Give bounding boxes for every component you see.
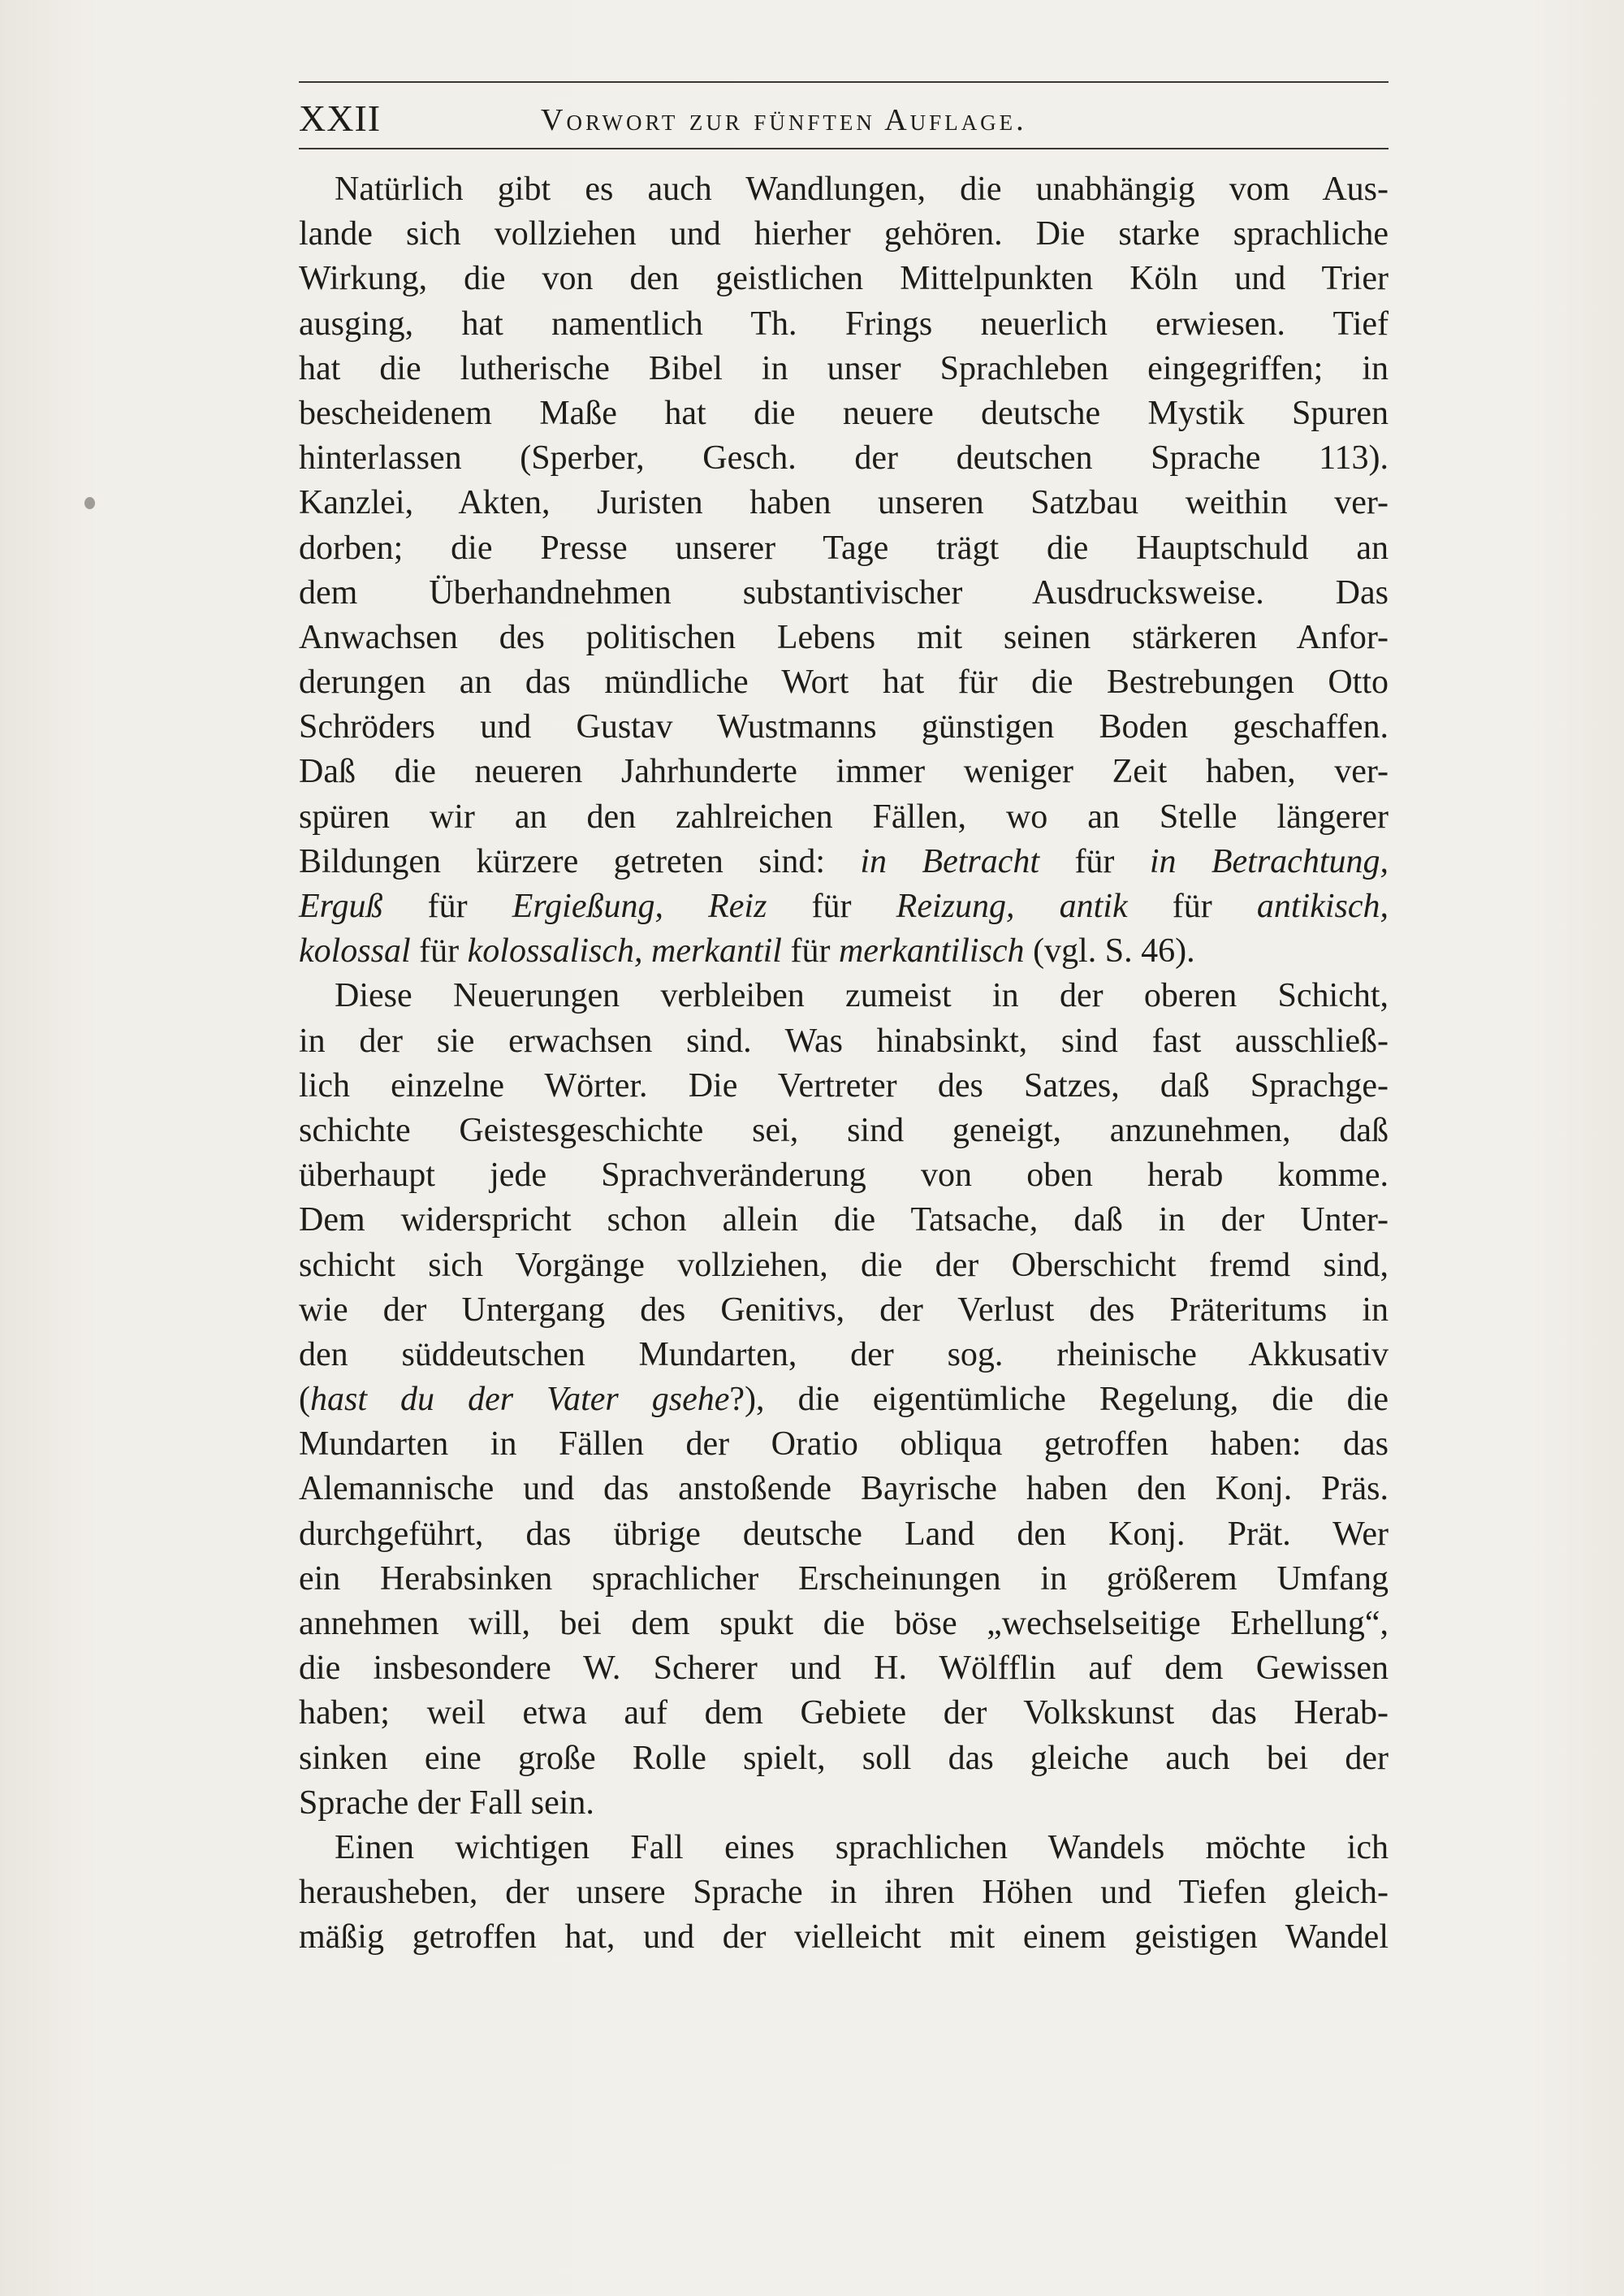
text-line: ein Herabsinken sprachlicher Erscheinungen in größerem Umfang (299, 1559, 1389, 1598)
text-line: bescheidenem Maße hat die neuere deutsche Mystik Spuren (299, 394, 1389, 432)
text-line: Alemannische und das anstoßende Bayrische haben den Konj. Präs. (299, 1470, 1389, 1508)
text-line: Wirkung, die von den geistlichen Mittelpunkten Köln und Trier (299, 260, 1389, 298)
italic-term: kolossal (299, 932, 411, 971)
text-line: Daß die neueren Jahrhunderte immer weniger Zeit haben, ver- (299, 753, 1389, 791)
text-line: spüren wir an den zahlreichen Fällen, wo an Stelle längerer (299, 798, 1389, 836)
italic-term: hast du der Vater gsehe (310, 1381, 730, 1419)
italic-term: antik (1059, 888, 1128, 925)
text-line: hinterlassen (Sperber, Gesch. der deutschen Sprache 113). (299, 439, 1389, 478)
text-line: Mundarten in Fällen der Oratio obliqua getroffen haben: das (299, 1425, 1389, 1464)
text-line: in der sie erwachsen sind. Was hinabsinkt, sind fast ausschließ- (299, 1022, 1389, 1060)
text-run: für (1127, 888, 1257, 925)
page-number: XXII (299, 97, 382, 139)
italic-term: antikisch, (1256, 888, 1389, 925)
text-line: hat die lutherische Bibel in unser Sprachleben eingegriffen; in (299, 349, 1389, 387)
text-line: sinken eine große Rolle spielt, soll das gleiche auch bei der (299, 1739, 1389, 1777)
text-run: für (1039, 842, 1150, 880)
text-line: Anwachsen des politischen Lebens mit seinen stärkeren Anfor- (299, 618, 1389, 656)
text-line: durchgeführt, das übrige deutsche Land den Konj. Prät. Wer (299, 1515, 1389, 1553)
text-line (299, 884, 1389, 929)
italic-term: Reiz (708, 888, 767, 925)
body-text (299, 167, 1389, 1961)
ink-spot (84, 497, 95, 509)
text-line (299, 929, 1389, 974)
text-line: die insbesondere W. Scherer und H. Wölfflin auf dem Gewissen (299, 1650, 1389, 1688)
text-line: wie der Untergang des Genitivs, der Verlust des Präteritums in (299, 1291, 1389, 1329)
text-line: Sprache der Fall sein. (299, 1784, 594, 1822)
text-line: mäßig getroffen hat, und der vielleicht mit einem geistigen Wandel (299, 1918, 1389, 1957)
text-line (299, 1377, 1389, 1422)
text-run: für (781, 932, 839, 971)
italic-term: in Betrachtung, (1149, 842, 1389, 880)
italic-term: Ergießung, (512, 888, 663, 925)
text-run: Bildungen kürzere getreten sind: (299, 842, 861, 880)
text-line: haben; weil etwa auf dem Gebiete der Volkskunst das Herab- (299, 1694, 1389, 1732)
text-line: Schröders und Gustav Wustmanns günstigen Boden geschaffen. (299, 708, 1389, 746)
page-header (299, 81, 1389, 154)
text-line (299, 840, 1389, 884)
header-bottom-rule (299, 148, 1389, 149)
text-line: herausheben, der unsere Sprache in ihren Höhen und Tiefen gleich- (299, 1874, 1389, 1912)
text-line: schicht sich Vorgänge vollziehen, die der Oberschicht fremd sind, (299, 1246, 1389, 1284)
text-line: Kanzlei, Akten, Juristen haben unseren Satzbau weithin ver- (299, 484, 1389, 522)
italic-term: Reizung, (896, 888, 1015, 925)
italic-term: kolossalisch, (467, 932, 643, 971)
text-line: überhaupt jede Sprachveränderung von oben herab komme. (299, 1157, 1389, 1195)
text-line: Einen wichtigen Fall eines sprachlichen Wandels möchte ich (335, 1828, 1389, 1866)
text-line: Dem widerspricht schon allein die Tatsache, daß in der Unter- (299, 1201, 1389, 1239)
text-run (642, 932, 651, 970)
text-run: für (382, 888, 512, 925)
text-run: für (410, 932, 468, 971)
text-line: dem Überhandnehmen substantivischer Ausdrucksweise. Das (299, 573, 1389, 612)
text-line: den süddeutschen Mundarten, der sog. rheinische Akkusativ (299, 1335, 1389, 1373)
text-run (1014, 888, 1059, 925)
italic-term: merkantil (650, 932, 782, 971)
text-line: ausging, hat namentlich Th. Frings neuerlich erwiesen. Tief (299, 305, 1389, 343)
italic-term: Erguß (299, 888, 383, 925)
text-line: annehmen will, bei dem spukt die böse „wechselseitige Erhellung“, (299, 1605, 1389, 1642)
text-line: derungen an das mündliche Wort hat für die Bestrebungen Otto (299, 664, 1389, 702)
italic-term: merkantilisch (838, 932, 1025, 971)
header-top-rule (299, 81, 1389, 83)
text-line: Natürlich gibt es auch Wandlungen, die unabhängig vom Aus- (335, 171, 1389, 208)
text-line: lich einzelne Wörter. Die Vertreter des Satzes, daß Sprachge- (299, 1066, 1389, 1105)
italic-term: in Betracht (860, 842, 1040, 880)
text-run: ?), die eigentümliche Regelung, die die (729, 1381, 1389, 1419)
text-run: für (767, 888, 896, 925)
text-line: lande sich vollziehen und hierher gehören. Die starke sprachliche (299, 215, 1389, 253)
text-run: ( (299, 1381, 310, 1419)
text-line: Diese Neuerungen verbleiben zumeist in der oberen Schicht, (335, 977, 1389, 1015)
text-run: (vgl. S. 46). (1024, 932, 1195, 971)
text-run (663, 888, 708, 925)
running-title: Vorwort zur fünften Auflage. (541, 103, 1027, 137)
text-line: schichte Geistesgeschichte sei, sind geneigt, anzunehmen, daß (299, 1111, 1389, 1149)
text-line: dorben; die Presse unserer Tage trägt die Hauptschuld an (299, 529, 1389, 567)
